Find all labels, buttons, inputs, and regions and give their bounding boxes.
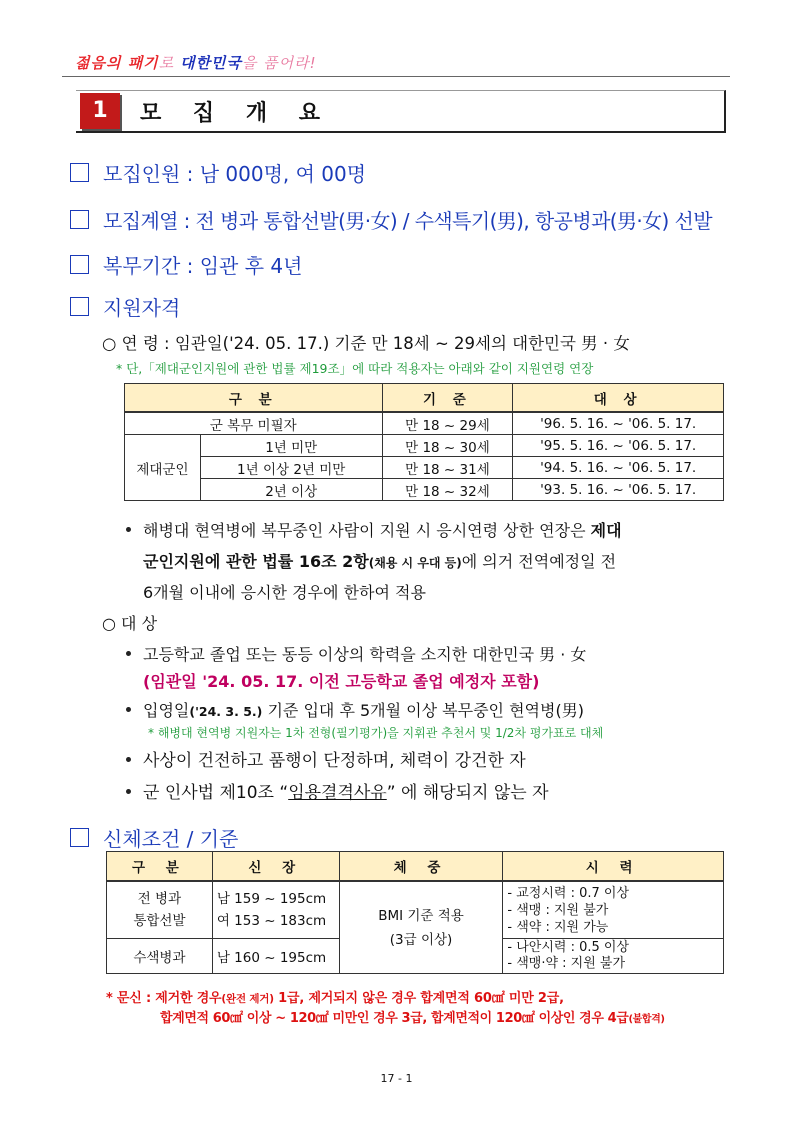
target-bullet-2: 입영일('24. 3. 5.) 기준 입대 후 5개월 이상 복무중인 현역병(男) (126, 698, 584, 721)
age-extension-note: * 단,「제대군인지원에 관한 법률 제19조」에 따라 적용자는 아래와 같이 지원연령 연장 (116, 361, 594, 376)
checkbox-square-icon (70, 210, 89, 229)
physical-table (106, 851, 724, 974)
table-row: 수색병과 남 160 ~ 195cm - 나안시력 : 0.5 이상 - 색맹·약 : 지원 불가 (107, 939, 724, 974)
item-service-period: 복무기간 : 임관 후 4년 (70, 250, 302, 279)
checkbox-square-icon (70, 163, 89, 182)
header-divider (62, 76, 730, 77)
item-physical-conditions: 신체조건 / 기준 (70, 823, 238, 852)
bullet-dot-icon (126, 651, 131, 656)
target-bullet-4: 군 인사법 제10조 “임용결격사유” 에 해당되지 않는 자 (126, 778, 549, 803)
table-row: 2년 이상 만 18 ~ 32세 '93. 5. 16. ~ '06. 5. 17. (125, 479, 724, 501)
marine-note-line3: 6개월 이내에 응시한 경우에 한하여 적용 (143, 583, 426, 602)
page-number: 17 - 1 (380, 1072, 413, 1085)
age-requirement: ○ 연 령 : 임관일('24. 05. 17.) 기준 만 18세 ~ 29세의 대한민국 男 · 女 (102, 334, 630, 353)
target-bullet-1: 고등학교 졸업 또는 동등 이상의 학력을 소지한 대한민국 男 · 女 (126, 642, 586, 665)
table-row: 전 병과 통합선발 남 159 ~ 195cm 여 153 ~ 183cm BMI 기준 적용 (3급 이상) - 교정시력 : 0.7 이상 - 색맹 : 지원 불가 - 색약 : 지원 가능 (107, 881, 724, 939)
target-bullet-3: 사상이 건전하고 품행이 단정하며, 체력이 강건한 자 (126, 746, 526, 771)
marine-note-line1: 해병대 현역병에 복무중인 사람이 지원 시 응시연령 상한 연장은 제대 (126, 518, 622, 541)
item-qualification: 지원자격 (70, 292, 180, 321)
age-table (124, 383, 724, 501)
item-recruit-series: 모집계열 : 전 병과 통합선발(男·女) / 수색특기(男), 항공병과(男·女) 선발 (70, 205, 712, 234)
tattoo-note-line2: 합계면적 60㎠ 이상 ~ 120㎠ 미만인 경우 3급, 합계면적이 120㎠ 이상인 경우 4급(불합격) (160, 1011, 665, 1026)
target-bullet-2-note: * 해병대 현역병 지원자는 1차 전형(필기평가)을 지휘관 추천서 및 1/2차 평가표로 대체 (148, 726, 604, 740)
slogan: 젊음의 패기로 대한민국을 품어라! (75, 54, 317, 72)
table-row: 군 복무 미필자 만 18 ~ 29세 '96. 5. 16. ~ '06. 5. 17. (125, 412, 724, 435)
checkbox-square-icon (70, 828, 89, 847)
table-row: 1년 이상 2년 미만 만 18 ~ 31세 '94. 5. 16. ~ '06. 5. 17. (125, 457, 724, 479)
checkbox-square-icon (70, 297, 89, 316)
bullet-dot-icon (126, 757, 131, 762)
checkbox-square-icon (70, 255, 89, 274)
bullet-dot-icon (126, 789, 131, 794)
age-table-header: 구 분 기 준 대 상 (125, 384, 724, 413)
section-number: 1 (80, 93, 120, 129)
section-title: 모 집 개 요 (140, 101, 332, 126)
table-row: 제대군인 1년 미만 만 18 ~ 30세 '95. 5. 16. ~ '06. 5. 17. (125, 435, 724, 457)
item-recruit-count: 모집인원 : 남 000명, 여 00명 (70, 158, 366, 187)
physical-table-header: 구 분 신 장 체 중 시 력 (107, 852, 724, 882)
marine-note-line2: 군인지원에 관한 법률 16조 2항(채용 시 우대 등)에 의거 전역예정일 전 (143, 552, 617, 571)
bullet-dot-icon (126, 527, 131, 532)
bullet-dot-icon (126, 707, 131, 712)
target-label: ○ 대 상 (102, 614, 158, 633)
target-bullet-1-note: (임관일 '24. 05. 17. 이전 고등학교 졸업 예정자 포함) (143, 672, 540, 691)
tattoo-note-line1: * 문신 : 제거한 경우(완전 제거) 1급, 제거되지 않은 경우 합계면적 60㎠ 미만 2급, (106, 991, 564, 1006)
